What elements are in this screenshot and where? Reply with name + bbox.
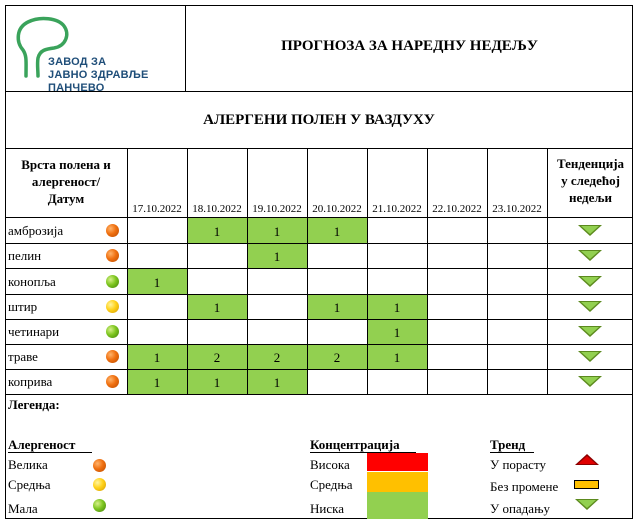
high-concentration-swatch <box>367 453 428 471</box>
table-row-name: амброзија <box>8 222 64 238</box>
high-allergenicity-dot-icon <box>93 459 106 472</box>
column-header-trend <box>548 155 633 206</box>
concentration-value: 2 <box>273 350 281 365</box>
logo-line-1: ЗАВОД ЗА <box>48 56 107 68</box>
column-header-date: 21.10.2022 <box>372 203 422 215</box>
allergenicity-dot-icon <box>106 224 119 237</box>
concentration-value: 1 <box>393 325 401 340</box>
column-header-date: 20.10.2022 <box>312 203 362 215</box>
logo-line-3: ПАНЧЕВО <box>48 82 105 94</box>
concentration-value: 1 <box>333 223 341 239</box>
table-grid-line <box>5 243 633 244</box>
column-header-trend-line: у следећој <box>561 173 620 188</box>
column-header-date: 23.10.2022 <box>492 203 542 215</box>
column-header-trend-line: недељи <box>568 190 613 205</box>
trend-down-icon <box>578 351 602 362</box>
trend-down-icon <box>575 499 599 510</box>
legend-allergenicity-high: Велика <box>8 457 48 472</box>
legend-underline <box>8 452 92 453</box>
mid-concentration-swatch <box>367 472 428 492</box>
allergenicity-dot-icon <box>106 375 119 388</box>
legend-allergenicity-low: Мала <box>8 501 38 516</box>
legend-concentration-mid: Средња <box>310 477 353 492</box>
table-row-name: штир <box>8 299 38 314</box>
mid-allergenicity-dot-icon <box>93 478 106 491</box>
table-row-name: пелин <box>8 248 42 263</box>
logo-line-2: ЈАВНО ЗДРАВЉЕ <box>48 69 149 81</box>
trend-down-icon <box>578 301 602 312</box>
legend-concentration-title: Концентрација <box>310 437 400 452</box>
legend-concentration-high: Висока <box>310 457 350 472</box>
legend-allergenicity-mid: Средња <box>8 477 51 492</box>
table-row-name: коприва <box>8 374 53 389</box>
legend-trend-down: У опадању <box>490 501 550 516</box>
concentration-value: 1 <box>333 300 341 315</box>
table-grid-line <box>5 394 633 395</box>
concentration-value: 1 <box>393 350 401 365</box>
column-header-date: 22.10.2022 <box>432 203 482 215</box>
concentration-value: 1 <box>153 274 161 290</box>
concentration-value: 1 <box>213 223 221 239</box>
concentration-value: 2 <box>213 350 221 365</box>
table-row-name: четинари <box>8 324 60 339</box>
concentration-value: 1 <box>213 300 221 315</box>
trend-down-icon <box>578 276 602 287</box>
legend-underline <box>490 452 534 453</box>
concentration-value: 1 <box>273 223 281 239</box>
table-grid-line <box>5 319 633 320</box>
legend-allergenicity-title: Алергеност <box>8 437 76 452</box>
column-header-date: 17.10.2022 <box>132 203 182 215</box>
concentration-value: 1 <box>153 350 161 365</box>
concentration-value: 1 <box>393 300 401 315</box>
table-grid-line <box>427 148 428 394</box>
allergenicity-dot-icon <box>106 275 119 288</box>
table-grid-line <box>5 369 633 370</box>
section-title: АЛЕРГЕНИ ПОЛЕН У ВАЗДУХУ <box>203 112 435 128</box>
allergenicity-dot-icon <box>106 300 119 313</box>
allergenicity-dot-icon <box>106 249 119 262</box>
legend-title: Легенда: <box>8 397 60 412</box>
concentration-value: 1 <box>273 375 281 390</box>
column-header-type-line: Врста полена и <box>21 157 111 172</box>
institute-logo <box>14 14 184 94</box>
low-concentration-swatch <box>367 492 428 519</box>
table-row-name: траве <box>8 349 38 364</box>
column-header-type-line: Датум <box>47 191 85 206</box>
subtitle-bottom-line <box>5 148 633 149</box>
allergenicity-dot-icon <box>106 325 119 338</box>
table-grid-line <box>5 268 633 269</box>
table-row-name: конопља <box>8 273 56 289</box>
legend-trend-flat: Без промене <box>490 479 559 494</box>
page-title: ПРОГНОЗА ЗА НАРЕДНУ НЕДЕЉУ <box>281 38 538 54</box>
allergenicity-dot-icon <box>106 350 119 363</box>
trend-down-icon <box>578 250 602 261</box>
low-allergenicity-dot-icon <box>93 499 106 512</box>
legend-concentration-low: Ниска <box>310 501 345 516</box>
trend-flat-icon <box>574 480 599 489</box>
trend-down-icon <box>578 376 602 387</box>
concentration-value: 1 <box>213 375 221 390</box>
table-grid-line <box>487 148 488 394</box>
trend-down-icon <box>578 326 602 337</box>
column-header-date: 19.10.2022 <box>252 203 302 215</box>
column-header-date: 18.10.2022 <box>192 203 242 215</box>
legend-trend-title: Тренд <box>490 437 526 452</box>
column-header-trend-line: Тенденција <box>556 156 625 171</box>
concentration-value: 2 <box>333 350 341 365</box>
concentration-value: 1 <box>273 249 281 264</box>
trend-up-icon <box>575 454 599 465</box>
legend-trend-up: У порасту <box>490 457 546 472</box>
column-header-type-line: алергеност/ <box>31 174 101 189</box>
column-header-type <box>5 156 127 207</box>
trend-down-icon <box>578 225 602 236</box>
concentration-value: 1 <box>153 375 161 390</box>
